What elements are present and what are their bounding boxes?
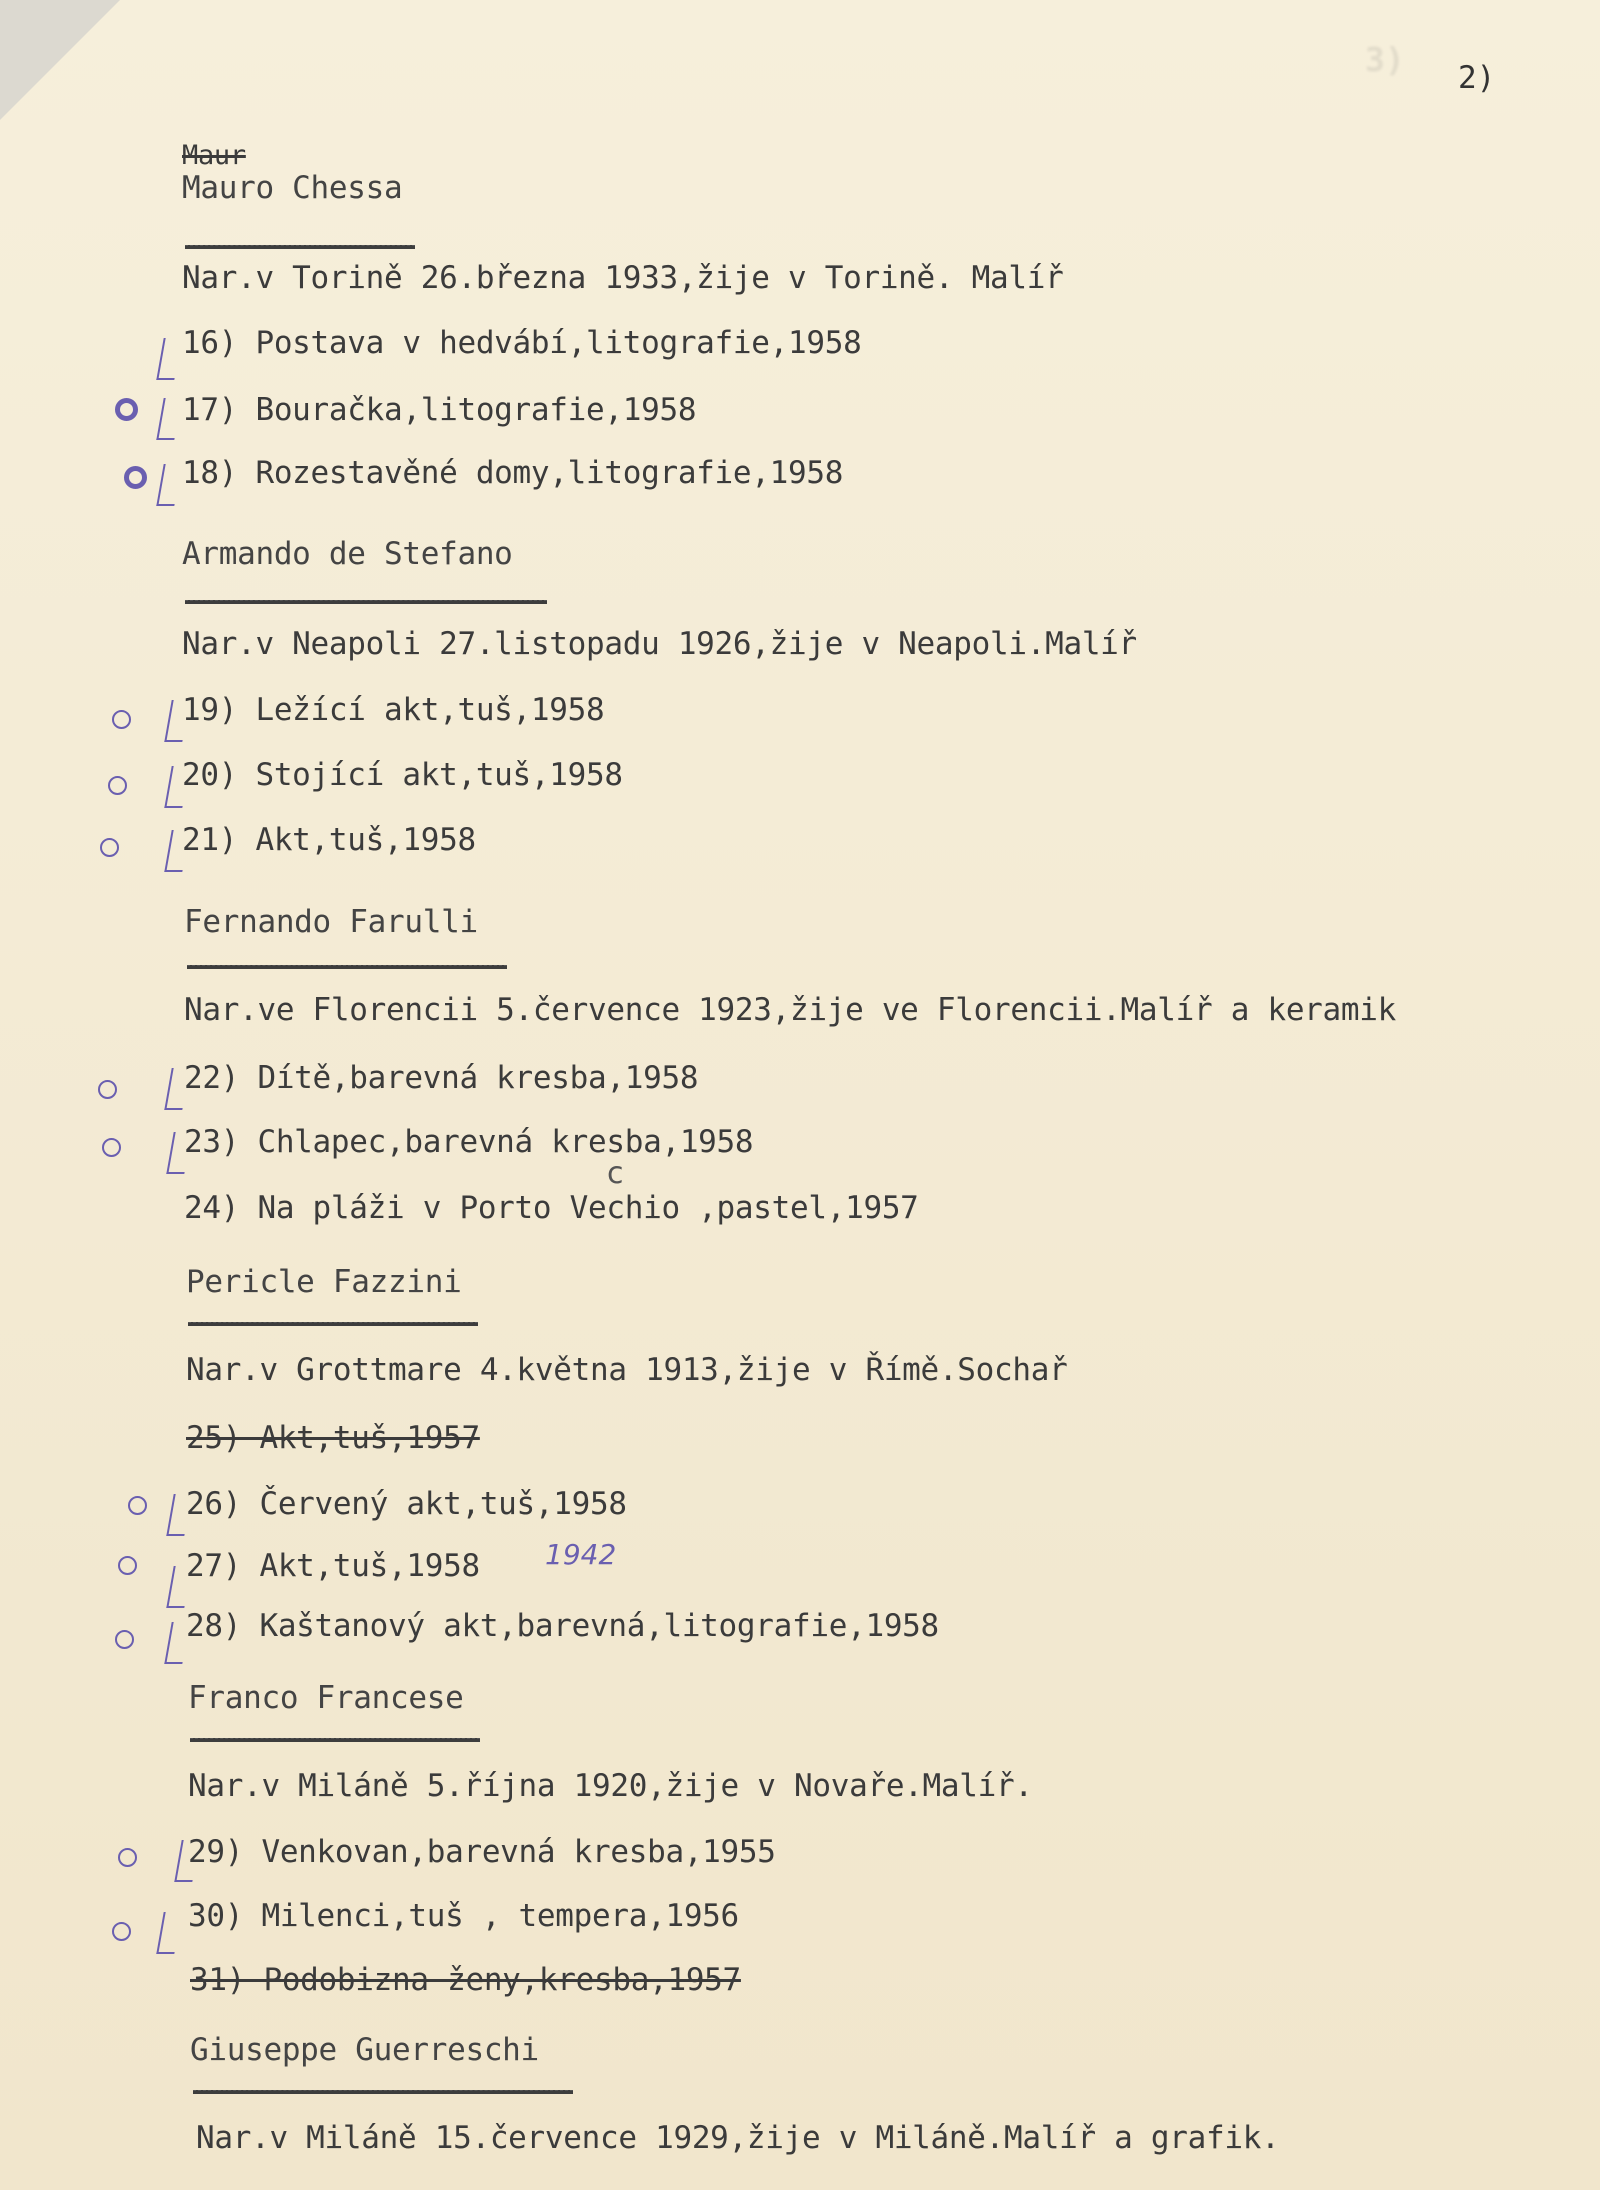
work-item: 17) Bouračka,litografie,1958 — [182, 392, 697, 428]
artist-name: Mauro Chessa — [182, 170, 403, 206]
artist-bio: Nar.v Neapoli 27.listopadu 1926,žije v Neapoli.Malíř — [182, 626, 1137, 662]
artist-bio: Nar.v Torině 26.března 1933,žije v Torině. Malíř — [182, 260, 1064, 296]
check-mark — [164, 1622, 189, 1664]
underline — [188, 1322, 478, 1326]
work-item: 19) Ležící akt,tuš,1958 — [182, 692, 605, 728]
work-item: 26) Červený akt,tuš,1958 — [186, 1486, 627, 1522]
work-item-struck: 25) Akt,tuš,1957 — [186, 1420, 480, 1456]
check-mark — [156, 464, 181, 506]
artist-name: Armando de Stefano — [182, 536, 513, 572]
artist-bio: Nar.v Miláně 5.října 1920,žije v Novaře.Malíř. — [188, 1768, 1033, 1804]
circle-mark — [112, 1922, 131, 1941]
insert-annotation: c — [607, 1156, 624, 1191]
underline — [193, 2090, 573, 2094]
check-mark — [166, 1566, 191, 1608]
artist-name: Franco Francese — [188, 1680, 464, 1716]
bleed-page-number: 3) — [1365, 40, 1405, 79]
year-annotation: 1942 — [545, 1538, 617, 1571]
check-mark — [156, 338, 181, 380]
circle-mark — [102, 1138, 121, 1157]
circle-mark — [118, 1556, 137, 1575]
work-item: 18) Rozestavěné domy,litografie,1958 — [182, 455, 844, 491]
artist-bio: Nar.v Grottmare 4.května 1913,žije v Římě.Sochař — [186, 1352, 1068, 1388]
underline — [185, 600, 547, 604]
check-mark — [174, 1840, 199, 1882]
artist-name: Fernando Farulli — [184, 904, 478, 940]
circle-mark — [118, 1848, 137, 1867]
artist-name: Pericle Fazzini — [186, 1264, 462, 1300]
check-mark — [156, 1912, 181, 1954]
work-item: 27) Akt,tuš,1958 — [186, 1548, 480, 1584]
circle-mark — [100, 838, 119, 857]
underline — [190, 1738, 480, 1742]
check-mark — [166, 1132, 191, 1174]
work-item: 16) Postava v hedvábí,litografie,1958 — [182, 325, 862, 361]
work-item-struck: 31) Podobizna ženy,kresba,1957 — [190, 1962, 741, 1998]
artist-bio: Nar.ve Florencii 5.července 1923,žije ve Florencii.Malíř a keramik — [184, 992, 1396, 1028]
circle-mark — [124, 466, 147, 489]
work-item: 28) Kaštanový akt,barevná,litografie,1958 — [186, 1608, 939, 1644]
circle-mark — [108, 776, 127, 795]
artist-bio: Nar.v Miláně 15.července 1929,žije v Miláně.Malíř a grafik. — [196, 2120, 1280, 2156]
work-item: 24) Na pláži v Porto Vechio ,pastel,1957 — [184, 1190, 919, 1226]
underline — [185, 245, 415, 249]
circle-mark — [115, 398, 138, 421]
circle-mark — [98, 1080, 117, 1099]
page-number: 2) — [1458, 60, 1496, 96]
work-item: 23) Chlapec,barevná kresba,1958 — [184, 1124, 754, 1160]
work-item: 21) Akt,tuš,1958 — [182, 822, 476, 858]
folded-corner — [0, 0, 120, 120]
struck-heading: Maur — [182, 140, 246, 171]
check-mark — [164, 766, 189, 808]
check-mark — [164, 700, 189, 742]
work-item: 29) Venkovan,barevná kresba,1955 — [188, 1834, 776, 1870]
work-item: 20) Stojící akt,tuš,1958 — [182, 757, 623, 793]
circle-mark — [112, 710, 131, 729]
check-mark — [166, 1494, 191, 1536]
check-mark — [164, 1068, 189, 1110]
work-item: 22) Dítě,barevná kresba,1958 — [184, 1060, 699, 1096]
circle-mark — [128, 1496, 147, 1515]
circle-mark — [115, 1630, 134, 1649]
check-mark — [156, 398, 181, 440]
artist-name: Giuseppe Guerreschi — [190, 2032, 539, 2068]
check-mark — [164, 830, 189, 872]
work-item: 30) Milenci,tuš , tempera,1956 — [188, 1898, 739, 1934]
underline — [187, 965, 507, 969]
